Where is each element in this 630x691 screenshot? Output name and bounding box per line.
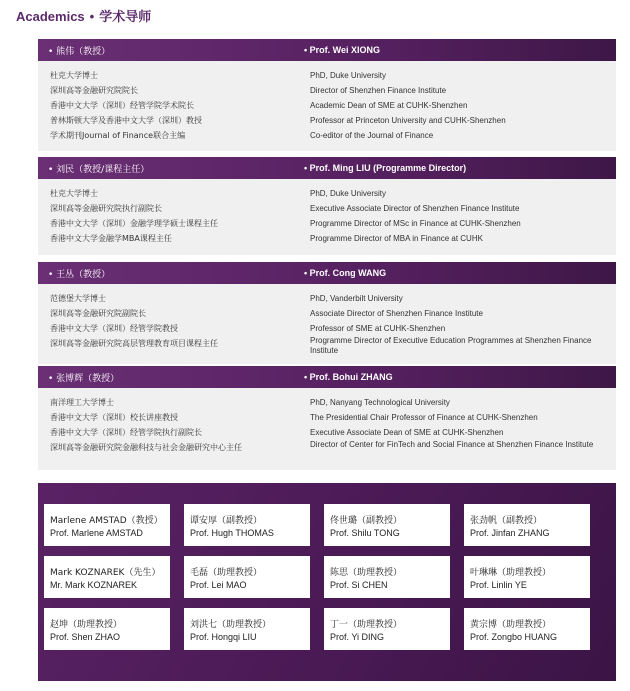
- mentor-section-wang: [38, 262, 616, 364]
- page-title: [16, 6, 151, 25]
- detail-line: Professor at Princeton University and CUHK-Shenzhen: [310, 116, 506, 125]
- faculty-name-en: Prof. Hugh THOMAS: [190, 528, 274, 538]
- detail-line: Co-editor of the Journal of Finance: [310, 131, 434, 140]
- detail-line: 杜克大学博士: [50, 189, 98, 198]
- mentor-name-en: • Prof. Wei XIONG: [304, 45, 380, 55]
- faculty-name-en: Prof. Shen ZHAO: [50, 632, 121, 642]
- faculty-name-cn: 张劲帆（副教授）: [470, 516, 543, 526]
- mentor-details-cn: [50, 68, 300, 143]
- mentor-name-cn: • 熊伟（教授）: [48, 47, 111, 57]
- detail-line: PhD, Duke University: [310, 189, 387, 198]
- title-en: Academics: [16, 9, 85, 24]
- mentor-details-en: [310, 68, 610, 143]
- detail-line: 深圳高等金融研究院院长: [50, 86, 138, 95]
- faculty-card: [44, 504, 170, 546]
- faculty-name-en: Prof. Yi DING: [330, 632, 385, 642]
- faculty-name-en: Mr. Mark KOZNAREK: [50, 580, 138, 590]
- detail-line: 普林斯顿大学及香港中文大学（深圳）教授: [50, 116, 202, 125]
- section-header: [38, 39, 616, 61]
- mentor-name-en: • Prof. Bohui ZHANG: [304, 372, 393, 382]
- mentor-details-cn: [50, 186, 300, 246]
- detail-line: 深圳高等金融研究院副院长: [50, 309, 146, 318]
- section-body: [38, 61, 616, 151]
- mentor-name-cn: • 刘民（教授/课程主任）: [48, 165, 150, 175]
- mentor-details-en: [310, 291, 610, 361]
- detail-line: 香港中文大学（深圳）金融学理学硕士课程主任: [50, 219, 218, 228]
- faculty-name-en: Prof. Zongbo HUANG: [470, 632, 558, 642]
- detail-line: Professor of SME at CUHK-Shenzhen: [310, 324, 446, 333]
- faculty-name-cn: 佟世璐（副教授）: [330, 516, 403, 526]
- section-body: [38, 284, 616, 364]
- mentor-details-cn: [50, 395, 300, 455]
- mentor-details-en: [310, 186, 610, 246]
- faculty-name-cn: Mark KOZNAREK（先生）: [50, 568, 161, 578]
- section-body: [38, 179, 616, 255]
- faculty-name-cn: 黄宗博（助理教授）: [470, 620, 552, 630]
- detail-line: Programme Director of MSc in Finance at CUHK-Shenzhen: [310, 219, 521, 228]
- faculty-name-cn: Marlene AMSTAD（教授）: [50, 516, 163, 526]
- mentor-section-xiong: [38, 39, 616, 151]
- title-separator: •: [89, 9, 95, 24]
- detail-line: Executive Associate Dean of SME at CUHK-Shenzhen: [310, 428, 504, 437]
- detail-line: PhD, Duke University: [310, 71, 387, 80]
- faculty-name-en: Prof. Hongqi LIU: [190, 632, 257, 642]
- faculty-name-cn: 毛磊（助理教授）: [190, 568, 263, 578]
- faculty-name-cn: 谭安厚（副教授）: [190, 516, 263, 526]
- faculty-grid: [38, 483, 616, 681]
- detail-line: 香港中文大学（深圳）经管学院学术院长: [50, 101, 194, 110]
- mentor-details-cn: [50, 291, 300, 351]
- faculty-card: [324, 504, 450, 546]
- faculty-name-en: Prof. Marlene AMSTAD: [50, 528, 143, 538]
- faculty-name-cn: 刘洪七（助理教授）: [190, 620, 272, 630]
- detail-line: Director of Shenzhen Finance Institute: [310, 86, 447, 95]
- faculty-name-cn: 赵坤（助理教授）: [50, 620, 123, 630]
- detail-line: Programme Director of Executive Education Programmes at Shenzhen Finance Institute: [310, 336, 592, 355]
- mentor-section-zhang: [38, 366, 616, 470]
- faculty-card: [44, 556, 170, 598]
- detail-line: 南洋理工大学博士: [50, 398, 114, 407]
- detail-line: 香港中文大学（深圳）经管学院教授: [50, 324, 178, 333]
- mentor-name-en: • Prof. Ming LIU (Programme Director): [304, 163, 467, 173]
- section-header: [38, 366, 616, 388]
- faculty-name-cn: 陈思（助理教授）: [330, 568, 403, 578]
- faculty-card: [464, 504, 590, 546]
- faculty-name-en: Prof. Shilu TONG: [330, 528, 400, 538]
- faculty-card: [184, 556, 310, 598]
- faculty-card: [324, 556, 450, 598]
- detail-line: 杜克大学博士: [50, 71, 98, 80]
- section-header: [38, 262, 616, 284]
- faculty-name-en: Prof. Linlin YE: [470, 580, 527, 590]
- section-body: [38, 388, 616, 470]
- detail-line: Programme Director of MBA in Finance at CUHK: [310, 234, 483, 243]
- detail-line: 香港中文大学（深圳）经管学院执行副院长: [50, 428, 202, 437]
- detail-line: 深圳高等金融研究院金融科技与社会金融研究中心主任: [50, 443, 242, 452]
- faculty-card: [184, 608, 310, 650]
- mentor-name-cn: • 张博辉（教授）: [48, 374, 120, 384]
- detail-line: Associate Director of Shenzhen Finance Institute: [310, 309, 483, 318]
- faculty-name-cn: 丁一（助理教授）: [330, 620, 403, 630]
- detail-line: 深圳高等金融研究院高层管理教育项目课程主任: [50, 339, 218, 348]
- faculty-name-cn: 叶琳琳（助理教授）: [470, 568, 552, 578]
- faculty-name-en: Prof. Jinfan ZHANG: [470, 528, 550, 538]
- detail-line: The Presidential Chair Professor of Finance at CUHK-Shenzhen: [310, 413, 538, 422]
- faculty-card: [44, 608, 170, 650]
- mentor-name-en: • Prof. Cong WANG: [304, 268, 387, 278]
- detail-line: 学术期刊Journal of Finance联合主编: [50, 131, 186, 140]
- detail-line: 香港中文大学（深圳）校长讲座教授: [50, 413, 178, 422]
- detail-line: 深圳高等金融研究院执行副院长: [50, 204, 162, 213]
- faculty-card: [464, 556, 590, 598]
- faculty-name-en: Prof. Lei MAO: [190, 580, 247, 590]
- detail-line: 范德堡大学博士: [50, 294, 106, 303]
- detail-line: Director of Center for FinTech and Social Finance at Shenzhen Finance Institute: [310, 440, 594, 449]
- detail-line: Executive Associate Director of Shenzhen Finance Institute: [310, 204, 520, 213]
- faculty-card: [464, 608, 590, 650]
- mentor-section-liu: [38, 157, 616, 255]
- detail-line: Academic Dean of SME at CUHK-Shenzhen: [310, 101, 468, 110]
- detail-line: PhD, Nanyang Technological University: [310, 398, 450, 407]
- detail-line: PhD, Vanderbilt University: [310, 294, 403, 303]
- faculty-name-en: Prof. Si CHEN: [330, 580, 388, 590]
- mentor-details-en: [310, 395, 610, 455]
- mentor-name-cn: • 王丛（教授）: [48, 270, 111, 280]
- detail-line: 香港中文大学金融学MBA课程主任: [50, 234, 172, 243]
- faculty-card: [184, 504, 310, 546]
- faculty-card: [324, 608, 450, 650]
- title-cn: 学术导师: [99, 10, 152, 25]
- section-header: [38, 157, 616, 179]
